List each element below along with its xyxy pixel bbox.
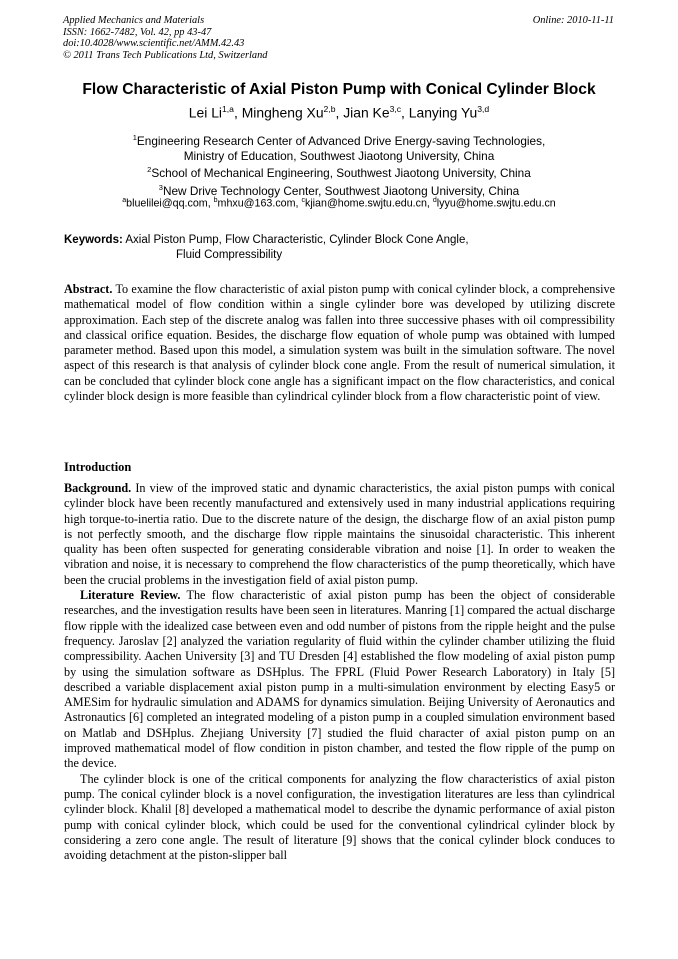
journal-name: Applied Mechanics and Materials — [63, 15, 205, 26]
author-name: Jian Ke — [343, 104, 390, 121]
affiliation-sup: 3 — [158, 182, 163, 192]
author-sep: , — [401, 104, 409, 121]
keywords-label: Keywords: — [64, 234, 123, 246]
affiliation-text: Engineering Research Center of Advanced Drive Energy-saving Technologies, — [136, 133, 546, 148]
body-paragraph — [64, 481, 615, 588]
affiliation-sup: 2 — [147, 165, 152, 175]
keywords-line — [64, 233, 469, 248]
affiliation-text: Ministry of Education, Southwest Jiaotong University, China — [183, 148, 495, 163]
author-sup: 1,a — [222, 104, 234, 114]
author-sup: 2,b — [323, 104, 336, 114]
introduction-section — [64, 481, 615, 863]
abstract-text: To examine the flow characteristic of axial piston pump with conical cylinder block, a comprehensive mathematical model of flow condition within a single cylinder bore was developed by utilizing discrete approximation. Each step of the discrete analog was fallen into three successive phases with oil compressibility and classical orifice equation. Besides, the discharge flow equation of whole pump was obtained with lumped parameter method. Based upon this model, a simulation system was built in the simulation software. The novel aspect of this research is that analysis of cylinder block cone angle. From the result of numerical simulation, it can be concluded that cylinder block cone angle has a significant impact on the flow characteristics, and conical cylinder block design is more feasible than cylindrical cylinder block from a flow characteristic point of view. — [64, 282, 615, 404]
affiliation-sup: 1 — [132, 133, 137, 142]
affiliation-line — [40, 149, 638, 164]
email-sup: c — [301, 197, 305, 204]
author-sep: , — [233, 104, 242, 121]
body-paragraph — [64, 588, 615, 772]
paragraph-label: Literature Review. — [80, 588, 181, 603]
author-name: Lei Li — [188, 104, 223, 121]
paragraph-label: Background. — [64, 481, 132, 495]
paragraph-text: The flow characteristic of axial piston pump has been the object of considerable researches, and the investigation results have been seen in literatures. Manring [1] compared the actual discharge flow ripple with the idealized case between even and odd number of pistons from the ripple height and the pulse frequency. Jaroslav [2] analyzed the variation regularity of fluid within the cylinder chamber utilizing the fluid compressibility. Aachen University [3] and TU Dresden [4] established the flow modeling of axial piston pump by using the simulation software as DSHplus. The FPRL (Fluid Power Research Laboratory) in Italy [5] described a variable displacement axial piston pump in a multi-simulation environment by electing Easy5 or AMESim for hydraulic simulation and ADAMS for dynamics simulation. Beijing University of Aeronautics and Astronautics [6] completed an integrated modeling of a piston pump in a coupled simulation environment based on Matlab and DSHplus. Zhejiang University [7] studied the fluid character of axial piston pump on an improved mathematical model of flow condition in piston chamber, and tested the flow ripple of the pump on the device. — [64, 588, 615, 771]
email-sup: b — [213, 197, 218, 204]
online-date — [533, 15, 614, 27]
affiliations — [40, 131, 638, 198]
email-sup: a — [122, 197, 127, 204]
author-sup: 3,d — [477, 104, 490, 114]
author-sup: 3,c — [389, 104, 402, 114]
keywords-line: Fluid Compressibility — [176, 248, 283, 261]
doi-line[interactable]: doi:10.4028/www.scientific.net/AMM.42.43 — [63, 38, 245, 50]
abstract-label: Abstract. — [64, 282, 113, 296]
paragraph-text: The cylinder block is one of the critical components for analyzing the flow characteristics of axial piston pump. The conical cylinder block is a novel configuration, the investigation literatures are less than cylindrical cylinder block. Khalil [8] developed a mathematical model to describe the dynamic performance of axial piston pump with conical cylinder block, which could be used for the conventional cylindrical cylinder block by considering a zero cone angle. The result of literature [9] shows that the conical cylinder block conduces to avoiding detachment at the piston-slipper ball — [64, 771, 615, 863]
body-paragraph — [64, 772, 615, 864]
email-link[interactable]: kjian@home.swjtu.edu.cn, — [304, 197, 433, 210]
affiliation-text: School of Mechanical Engineering, Southwest Jiaotong University, China — [151, 166, 531, 181]
keywords-block — [64, 233, 469, 262]
section-heading-introduction: Introduction — [64, 460, 132, 474]
author-name: Mingheng Xu — [241, 104, 324, 121]
affiliation-line — [40, 131, 638, 149]
email-link[interactable]: mhxu@163.com, — [217, 197, 302, 210]
online-date-text: Online: 2010-11-11 — [532, 15, 614, 26]
affiliation-text: New Drive Technology Center, Southwest Jiaotong University, China — [162, 183, 520, 198]
email-link[interactable]: lyyu@home.swjtu.edu.cn — [436, 197, 556, 210]
journal-header — [63, 15, 267, 61]
email-list — [40, 197, 638, 210]
issn-line: ISSN: 1662-7482, Vol. 42, pp 43-47 — [63, 26, 212, 38]
paper-title: Flow Characteristic of Axial Piston Pump with Conical Cylinder Block — [82, 81, 596, 98]
author-list — [40, 104, 638, 121]
email-link[interactable]: bluelilei@qq.com, — [126, 197, 214, 210]
abstract-paragraph — [64, 282, 615, 404]
author-sep: , — [335, 104, 344, 121]
email-sup: d — [432, 197, 437, 204]
author-name: Lanying Yu — [408, 104, 478, 121]
keywords-text: Axial Piston Pump, Flow Characteristic, Cylinder Block Cone Angle, — [122, 234, 469, 246]
paragraph-text: In view of the improved static and dynamic characteristics, the axial piston pumps with conical cylinder block have been recently manufactured and extensively used in many industrial applications requiring high torque-to-inertia ratio. Due to the discrete nature of the design, the discharge flow of an axial piston pump is not perfectly smooth, and the discharge flow ripple maintains the sinusoidal characteristic. This inherent quality has been often suspected for generating considerable vibration and noise [1]. In order to weaken the vibration and noise, it is necessary to comprehend the flow characteristics of the pump theoretically, which have been the crucial problems in the investigation field of axial piston pump. — [64, 481, 615, 587]
copyright-line: © 2011 Trans Tech Publications Ltd, Switzerland — [63, 49, 268, 61]
affiliation-line — [40, 181, 638, 199]
affiliation-line — [40, 163, 638, 181]
abstract-section — [64, 282, 615, 404]
